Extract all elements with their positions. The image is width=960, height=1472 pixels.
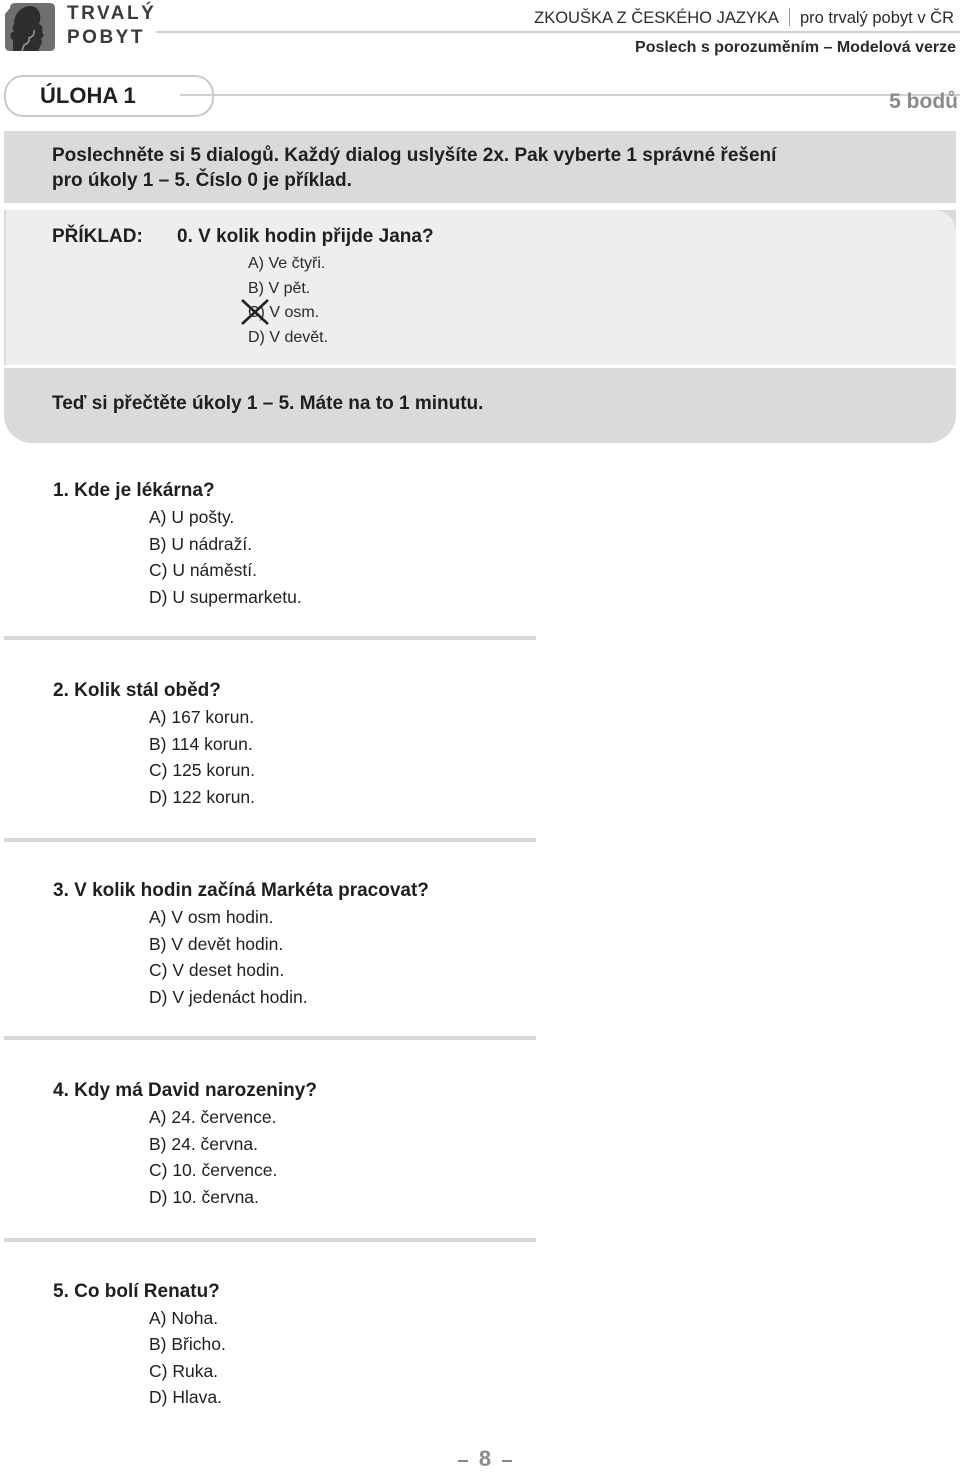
instructions-line-1: Poslechněte si 5 dialogů. Každý dialog uslyšíte 2x. Pak vyberte 1 správné řešení [52,145,777,166]
trvaly-pobyt-logo [4,2,56,52]
brand-line-2: POBYT [67,27,145,48]
example-option-b: B) V pět. [248,280,311,297]
question-2-option-b: B) 114 korun. [149,734,253,754]
question-separator [4,838,536,842]
task-points: 5 bodů [889,90,958,113]
example-option-c: C) V osm. [248,304,320,321]
question-4: 4. Kdy má David narozeniny? [53,1080,317,1101]
title-separator [789,8,790,26]
brand-line-1: TRVALÝ [67,3,157,24]
question-3: 3. V kolik hodin začíná Markéta pracovat? [53,880,429,901]
exam-title [534,8,954,28]
question-4-option-d: D) 10. června. [149,1187,259,1207]
read-prompt: Teď si přečtěte úkoly 1 – 5. Máte na to 1 minutu. [52,393,484,414]
question-1-option-a: A) U pošty. [149,507,235,527]
question-separator [4,1036,536,1040]
example-option-d: D) V devět. [248,329,329,346]
question-separator [4,636,536,640]
question-1-option-b: B) U nádraží. [149,534,253,554]
example-question: 0. V kolik hodin přijde Jana? [177,226,434,247]
question-1-option-d: D) U supermarketu. [149,587,302,607]
question-4-option-c: C) 10. července. [149,1160,278,1180]
example-label: PŘÍKLAD: [52,226,143,247]
question-4-option-a: A) 24. července. [149,1107,277,1127]
question-3-option-c: C) V deset hodin. [149,960,285,980]
instructions [52,143,776,193]
question-3-option-d: D) V jedenáct hodin. [149,987,308,1007]
question-2-option-a: A) 167 korun. [149,707,255,727]
instructions-line-2: pro úkoly 1 – 5. Číslo 0 je příklad. [52,170,352,191]
question-5-option-a: A) Noha. [149,1308,219,1328]
section-title: Poslech s porozuměním – Modelová verze [635,39,956,56]
page-number-text: 8 [478,1446,492,1471]
question-separator [4,1238,536,1242]
exam-title-text: ZKOUŠKA Z ČESKÉHO JAZYKA [534,9,779,27]
question-4-option-b: B) 24. června. [149,1134,258,1154]
question-5-option-d: D) Hlava. [149,1387,222,1407]
page-number [458,1446,512,1472]
question-3-option-a: A) V osm hodin. [149,907,274,927]
question-5-option-c: C) Ruka. [149,1361,219,1381]
question-1: 1. Kde je lékárna? [53,480,215,501]
question-5: 5. Co bolí Renatu? [53,1281,220,1302]
panel-divider-2 [4,365,956,368]
question-2-option-d: D) 122 korun. [149,787,256,807]
question-3-option-b: B) V devět hodin. [149,934,284,954]
task-title: ÚLOHA 1 [4,75,214,117]
question-1-option-c: C) U náměstí. [149,560,257,580]
example-option-a: A) Ve čtyři. [248,255,326,272]
question-5-option-b: B) Břicho. [149,1334,226,1354]
example-panel [6,210,956,366]
panel-divider [4,203,956,210]
header-rule [156,31,960,33]
question-2: 2. Kolik stál oběd? [53,680,221,701]
question-2-option-c: C) 125 korun. [149,760,256,780]
task-divider [180,94,960,96]
exam-purpose: pro trvalý pobyt v ČR [799,9,954,27]
answer-cross-icon [239,297,271,327]
